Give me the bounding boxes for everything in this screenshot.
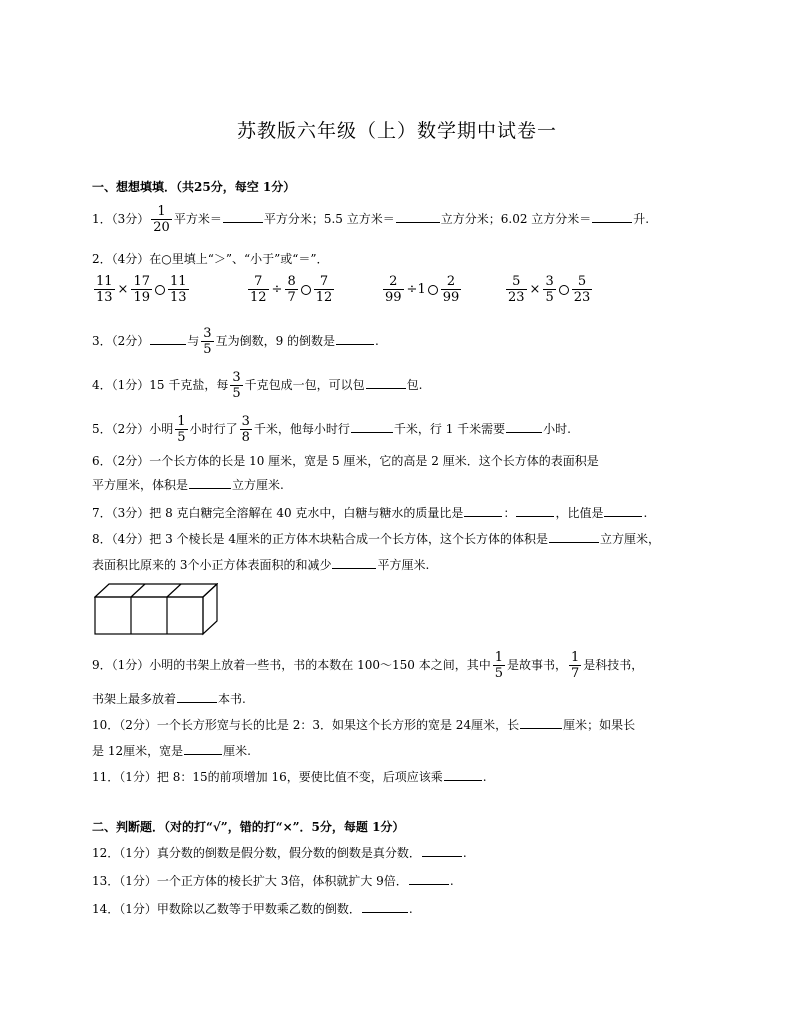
question-5: 5．（2分）小明 $\frac{1}{5}$ 小时行了 $\frac{3}{8}$ 千米，他每小时行 千米，行 1 千米需要 小时. xyxy=(92,414,571,445)
question-9-line-2: 书架上最多放着 本书. xyxy=(92,692,246,706)
answer-blank[interactable] xyxy=(189,476,231,489)
question-13: 13．（1分）一个正方体的棱长扩大 3倍，体积就扩大 9倍． . xyxy=(92,874,454,888)
answer-blank[interactable] xyxy=(422,844,462,857)
answer-blank[interactable] xyxy=(366,376,406,389)
answer-blank[interactable] xyxy=(396,210,440,223)
answer-blank[interactable] xyxy=(444,768,482,781)
section-1-header: 一、想想填填．（共25分，每空 1分） xyxy=(92,180,296,194)
compare-circle[interactable] xyxy=(155,285,165,295)
answer-blank[interactable] xyxy=(464,504,502,517)
answer-blank[interactable] xyxy=(184,742,222,755)
answer-blank[interactable] xyxy=(506,420,542,433)
answer-blank[interactable] xyxy=(520,716,562,729)
answer-blank[interactable] xyxy=(150,332,186,345)
question-9-line-1: 9．（1分）小明的书架上放着一些书，书的本数在 100～150 本之间，其中 $\frac{1}{5}$ 是故事书， $\frac{1}{7}$ 是科技书， xyxy=(92,650,644,681)
answer-blank[interactable] xyxy=(336,332,374,345)
question-2: 2．（4分）在○里填上“＞”、“小于”或“＝”． xyxy=(92,252,329,266)
answer-blank[interactable] xyxy=(549,530,599,543)
answer-blank[interactable] xyxy=(604,504,642,517)
compare-expression-1: $\frac{11}{13}$ × $\frac{17}{19}$ $\frac{11}{13}$ xyxy=(96,274,187,305)
answer-blank[interactable] xyxy=(409,872,449,885)
compare-circle[interactable] xyxy=(559,285,569,295)
answer-blank[interactable] xyxy=(592,210,632,223)
question-14: 14．（1分）甲数除以乙数等于甲数乘乙数的倒数． . xyxy=(92,902,413,916)
question-10-line-1: 10．（2分）一个长方形宽与长的比是 2：3．如果这个长方形的宽是 24厘米，长 厘米；如果长 xyxy=(92,718,636,732)
answer-blank[interactable] xyxy=(223,210,263,223)
question-7: 7．（3分）把 8 克白糖完全溶解在 40 克水中，白糖与糖水的质量比是 ： ，比值是 . xyxy=(92,506,648,520)
question-8-line-1: 8．（4分）把 3 个棱长是 4厘米的正方体木块粘合成一个长方体，这个长方体的体积是 立方厘米， xyxy=(92,532,661,546)
compare-expression-2: $\frac{7}{12}$ ÷ $\frac{8}{7}$ $\frac{7}{12}$ xyxy=(250,274,333,305)
question-6-line-2: 平方厘米，体积是 立方厘米. xyxy=(92,478,284,492)
page-title: 苏教版六年级（上）数学期中试卷一 xyxy=(236,120,557,142)
three-cubes-figure xyxy=(94,583,218,637)
compare-circle[interactable] xyxy=(301,285,311,295)
answer-blank[interactable] xyxy=(351,420,393,433)
section-2-header: 二、判断题．（对的打“√”，错的打“×”．5分，每题 1分） xyxy=(92,820,405,834)
question-10-line-2: 是 12厘米，宽是 厘米. xyxy=(92,744,251,758)
answer-blank[interactable] xyxy=(362,900,408,913)
compare-circle[interactable] xyxy=(428,285,438,295)
fraction: $\frac{1}{20}$ xyxy=(153,204,170,235)
question-4: 4．（1分）15 千克盐，每 $\frac{3}{5}$ 千克包成一包，可以包 包. xyxy=(92,370,423,401)
answer-blank[interactable] xyxy=(516,504,554,517)
answer-blank[interactable] xyxy=(177,690,217,703)
question-12: 12．（1分）真分数的倒数是假分数，假分数的倒数是真分数． . xyxy=(92,846,467,860)
question-1: 1．（3分） $\frac{1}{20}$ 平方米＝ 平方分米；5.5 立方米＝ 立方分米；6.02 立方分米＝ 升. xyxy=(92,204,650,235)
compare-expression-3: $\frac{2}{99}$ ÷1 $\frac{2}{99}$ xyxy=(385,274,460,305)
question-3: 3．（2分） 与 $\frac{3}{5}$ 互为倒数，9 的倒数是 . xyxy=(92,326,379,357)
compare-expression-4: $\frac{5}{23}$ × $\frac{3}{5}$ $\frac{5}{23}$ xyxy=(508,274,591,305)
question-11: 11．（1分）把 8：15的前项增加 16，要使比值不变，后项应该乘 . xyxy=(92,770,487,784)
question-6-line-1: 6．（2分）一个长方体的长是 10 厘米，宽是 5 厘米，它的高是 2 厘米．这个长方体的表面积是 xyxy=(92,454,599,468)
answer-blank[interactable] xyxy=(332,556,376,569)
question-8-line-2: 表面积比原来的 3个小正方体表面积的和减少 平方厘米. xyxy=(92,558,430,572)
